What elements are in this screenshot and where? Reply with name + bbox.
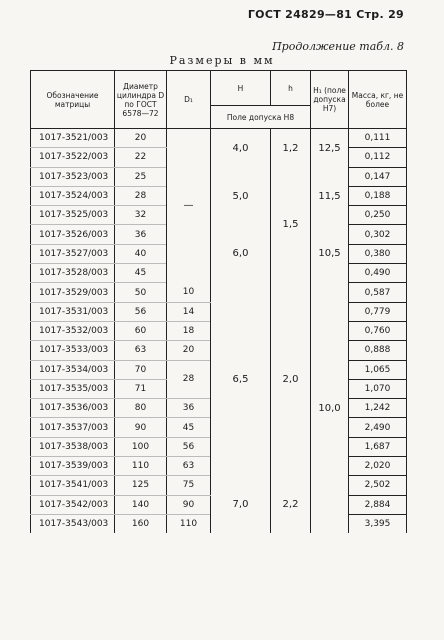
- designation-cell: 1017-3531/003: [31, 302, 115, 321]
- mass-cell: 0,490: [349, 264, 407, 283]
- mass-cell: 2,884: [349, 495, 407, 514]
- diameter-cell: 100: [115, 437, 167, 456]
- designation-cell: 1017-3534/003: [31, 360, 115, 379]
- diameter-cell: 40: [115, 244, 167, 263]
- mass-cell: 0,779: [349, 302, 407, 321]
- diameter-cell: 71: [115, 379, 167, 398]
- H-group-cell: 7,0: [211, 476, 271, 533]
- diameter-cell: 22: [115, 148, 167, 167]
- d1-cell: 20: [167, 341, 211, 360]
- H1-group-cell: 11,5: [311, 167, 349, 225]
- diameter-cell: 25: [115, 167, 167, 186]
- designation-cell: 1017-3521/003: [31, 129, 115, 148]
- diameter-cell: 160: [115, 514, 167, 533]
- d1-cell: 18: [167, 321, 211, 340]
- H1-group-cell: 10,5: [311, 225, 349, 283]
- diameter-cell: 125: [115, 476, 167, 495]
- mass-cell: 3,395: [349, 514, 407, 533]
- diameter-cell: 32: [115, 206, 167, 225]
- designation-cell: 1017-3543/003: [31, 514, 115, 533]
- col-d1: D₁: [167, 71, 211, 129]
- d1-cell: 10: [167, 283, 211, 302]
- d1-cell: 56: [167, 437, 211, 456]
- designation-cell: 1017-3538/003: [31, 437, 115, 456]
- designation-cell: 1017-3536/003: [31, 399, 115, 418]
- diameter-cell: 28: [115, 186, 167, 205]
- H-group-cell: 4,0: [211, 129, 271, 168]
- diameter-cell: 80: [115, 399, 167, 418]
- mass-cell: 1,070: [349, 379, 407, 398]
- h-group-cell: 1,5: [271, 167, 311, 283]
- H-group-cell: 6,5: [211, 283, 271, 476]
- table-row: [31, 283, 407, 302]
- designation-cell: 1017-3532/003: [31, 321, 115, 340]
- designation-cell: 1017-3541/003: [31, 476, 115, 495]
- designation-cell: 1017-3525/003: [31, 206, 115, 225]
- d1-cell: 90: [167, 495, 211, 514]
- designation-cell: 1017-3522/003: [31, 148, 115, 167]
- mass-cell: 0,380: [349, 244, 407, 263]
- table-row: [31, 167, 407, 186]
- d1-cell: 14: [167, 302, 211, 321]
- designation-cell: 1017-3524/003: [31, 186, 115, 205]
- designation-cell: 1017-3527/003: [31, 244, 115, 263]
- col-H: H: [211, 71, 271, 106]
- table-row: [31, 225, 407, 244]
- designation-cell: 1017-3535/003: [31, 379, 115, 398]
- table-wrapper: [30, 70, 406, 533]
- designation-cell: 1017-3528/003: [31, 264, 115, 283]
- diameter-cell: 45: [115, 264, 167, 283]
- d1-cell: 75: [167, 476, 211, 495]
- mass-cell: 0,250: [349, 206, 407, 225]
- d1-cell: 28: [167, 360, 211, 399]
- mass-cell: 0,302: [349, 225, 407, 244]
- diameter-cell: 90: [115, 418, 167, 437]
- d1-cell: 63: [167, 457, 211, 476]
- col-h: h: [271, 71, 311, 106]
- d1-dash-cell: —: [167, 129, 211, 283]
- designation-cell: 1017-3523/003: [31, 167, 115, 186]
- diameter-cell: 56: [115, 302, 167, 321]
- H-group-cell: 6,0: [211, 225, 271, 283]
- d1-cell: 110: [167, 514, 211, 533]
- mass-cell: 0,587: [349, 283, 407, 302]
- col-cyl-diameter: Диаметр цилиндра D по ГОСТ 6578—72: [115, 71, 167, 129]
- diameter-cell: 70: [115, 360, 167, 379]
- designation-cell: 1017-3537/003: [31, 418, 115, 437]
- mass-cell: 0,112: [349, 148, 407, 167]
- col-tolerance: Поле допуска H8: [211, 106, 311, 129]
- H1-group-cell: 10,0: [311, 283, 349, 533]
- mass-cell: 2,020: [349, 457, 407, 476]
- designation-cell: 1017-3539/003: [31, 457, 115, 476]
- H-group-cell: 5,0: [211, 167, 271, 225]
- mass-cell: 1,242: [349, 399, 407, 418]
- H1-group-cell: 12,5: [311, 129, 349, 168]
- designation-cell: 1017-3529/003: [31, 283, 115, 302]
- continuation-label: Продолжение табл. 8: [272, 40, 404, 53]
- mass-cell: 1,687: [349, 437, 407, 456]
- mass-cell: 0,888: [349, 341, 407, 360]
- mass-cell: 2,502: [349, 476, 407, 495]
- table-row: [31, 129, 407, 148]
- h-group-cell: 1,2: [271, 129, 311, 168]
- table-row: [31, 476, 407, 495]
- d1-cell: 36: [167, 399, 211, 418]
- diameter-cell: 20: [115, 129, 167, 148]
- designation-cell: 1017-3542/003: [31, 495, 115, 514]
- mass-cell: 2,490: [349, 418, 407, 437]
- col-H1: H₁ (поле допуска H7): [311, 71, 349, 129]
- diameter-cell: 63: [115, 341, 167, 360]
- h-group-cell: 2,0: [271, 283, 311, 476]
- mass-cell: 1,065: [349, 360, 407, 379]
- col-designation: Обозначение матрицы: [31, 71, 115, 129]
- page-header: ГОСТ 24829—81 Стр. 29: [247, 8, 404, 21]
- designation-cell: 1017-3526/003: [31, 225, 115, 244]
- dimensions-title: Размеры в мм: [169, 54, 275, 67]
- mass-cell: 0,188: [349, 186, 407, 205]
- diameter-cell: 140: [115, 495, 167, 514]
- mass-cell: 0,147: [349, 167, 407, 186]
- d1-cell: 45: [167, 418, 211, 437]
- diameter-cell: 36: [115, 225, 167, 244]
- diameter-cell: 60: [115, 321, 167, 340]
- diameter-cell: 50: [115, 283, 167, 302]
- diameter-cell: 110: [115, 457, 167, 476]
- mass-cell: 0,111: [349, 129, 407, 148]
- designation-cell: 1017-3533/003: [31, 341, 115, 360]
- h-group-cell: 2,2: [271, 476, 311, 533]
- mass-cell: 0,760: [349, 321, 407, 340]
- col-mass: Масса, кг, не более: [349, 71, 407, 129]
- dimensions-table: [30, 70, 407, 533]
